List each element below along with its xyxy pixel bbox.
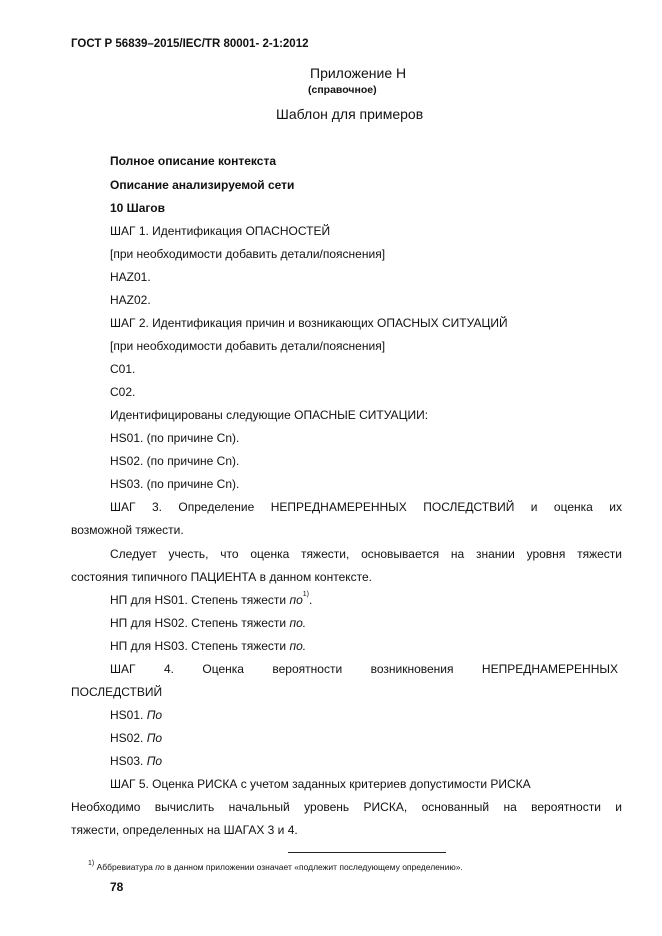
hs03-prob-line <box>110 754 162 768</box>
step3-line-1: ШАГ 3. Определение НЕПРЕДНАМЕРЕННЫХ ПОСЛЕДСТВИЙ и оценка их <box>110 500 622 514</box>
haz02-line: HAZ02. <box>110 293 151 307</box>
calc-line-1: Необходимо вычислить начальный уровень РИСКА, основанный на вероятности и <box>71 800 622 814</box>
step3-line-2: возможной тяжести. <box>71 523 184 537</box>
note-line-2: состояния типичного ПАЦИЕНТА в данном контексте. <box>71 570 373 584</box>
haz01-line: HAZ01. <box>110 270 151 284</box>
np-hs02-line <box>110 616 306 630</box>
hs01-cause-line: HS01. (по причине Cn). <box>110 431 240 445</box>
network-heading: Описание анализируемой сети <box>110 178 295 192</box>
hs03-prob-label: HS03. <box>110 754 147 768</box>
document-header-code: ГОСТ Р 56839–2015/IEC/TR 80001- 2-1:2012 <box>71 38 309 50</box>
np-hs02-text: НП для HS02. Степень тяжести <box>110 616 290 630</box>
step4-line-1: ШАГ 4. Оценка вероятности возникновения НЕПРЕДНАМЕРЕННЫХ <box>110 662 618 676</box>
hs02-cause-line: HS02. (по причине Cn). <box>110 454 240 468</box>
identified-line: Идентифицированы следующие ОПАСНЫЕ СИТУАЦИИ: <box>110 408 429 422</box>
footnote-text-after: в данном приложении означает «подлежит последующему определению». <box>164 862 463 872</box>
np-hs03-term: по. <box>289 639 307 653</box>
context-heading: Полное описание контекста <box>110 154 276 168</box>
calc-line-2: тяжести, определенных на ШАГАХ 3 и 4. <box>71 823 298 837</box>
step1-line: ШАГ 1. Идентификация ОПАСНОСТЕЙ <box>110 224 331 238</box>
hs02-prob-label: HS02. <box>110 731 147 745</box>
footnote-separator <box>288 852 446 853</box>
footnote-term: по <box>155 862 165 872</box>
appendix-subtitle: (справочное) <box>308 84 377 96</box>
np-hs01-term: по <box>289 593 303 607</box>
hs01-prob-term: По <box>146 708 163 722</box>
step4-line-2: ПОСЛЕДСТВИЙ <box>71 685 163 699</box>
np-hs01-text: НП для HS01. Степень тяжести <box>110 593 290 607</box>
footnote-mark: 1) <box>88 860 95 867</box>
hs01-prob-line <box>110 708 162 722</box>
footnote-text-before: Аббревиатура <box>94 862 156 872</box>
step2-line: ШАГ 2. Идентификация причин и возникающих ОПАСНЫХ СИТУАЦИЙ <box>110 316 508 330</box>
footnote-ref: 1) <box>302 591 309 598</box>
c01-line: C01. <box>110 362 136 376</box>
np-hs01-end: . <box>308 593 313 607</box>
hs01-prob-label: HS01. <box>110 708 147 722</box>
appendix-heading: Шаблон для примеров <box>276 106 424 122</box>
hs03-cause-line: HS03. (по причине Cn). <box>110 477 240 491</box>
c02-line: C02. <box>110 385 136 399</box>
hs03-prob-term: По <box>146 754 163 768</box>
hs02-prob-line <box>110 731 162 745</box>
np-hs03-line <box>110 639 306 653</box>
appendix-title: Приложение H <box>310 65 407 81</box>
np-hs03-text: НП для HS03. Степень тяжести <box>110 639 290 653</box>
step5-line: ШАГ 5. Оценка РИСКА с учетом заданных критериев допустимости РИСКА <box>110 777 531 791</box>
hs02-prob-term: По <box>146 731 163 745</box>
details2-line: [при необходимости добавить детали/пояснения] <box>110 339 386 353</box>
note-line-1: Следует учесть, что оценка тяжести, основывается на знании уровня тяжести <box>110 547 622 561</box>
page-number: 78 <box>110 880 124 894</box>
details1-line: [при необходимости добавить детали/пояснения] <box>110 247 386 261</box>
np-hs01-line <box>110 593 312 607</box>
np-hs02-term: по. <box>289 616 307 630</box>
footnote <box>88 862 463 872</box>
steps-heading: 10 Шагов <box>110 201 165 215</box>
